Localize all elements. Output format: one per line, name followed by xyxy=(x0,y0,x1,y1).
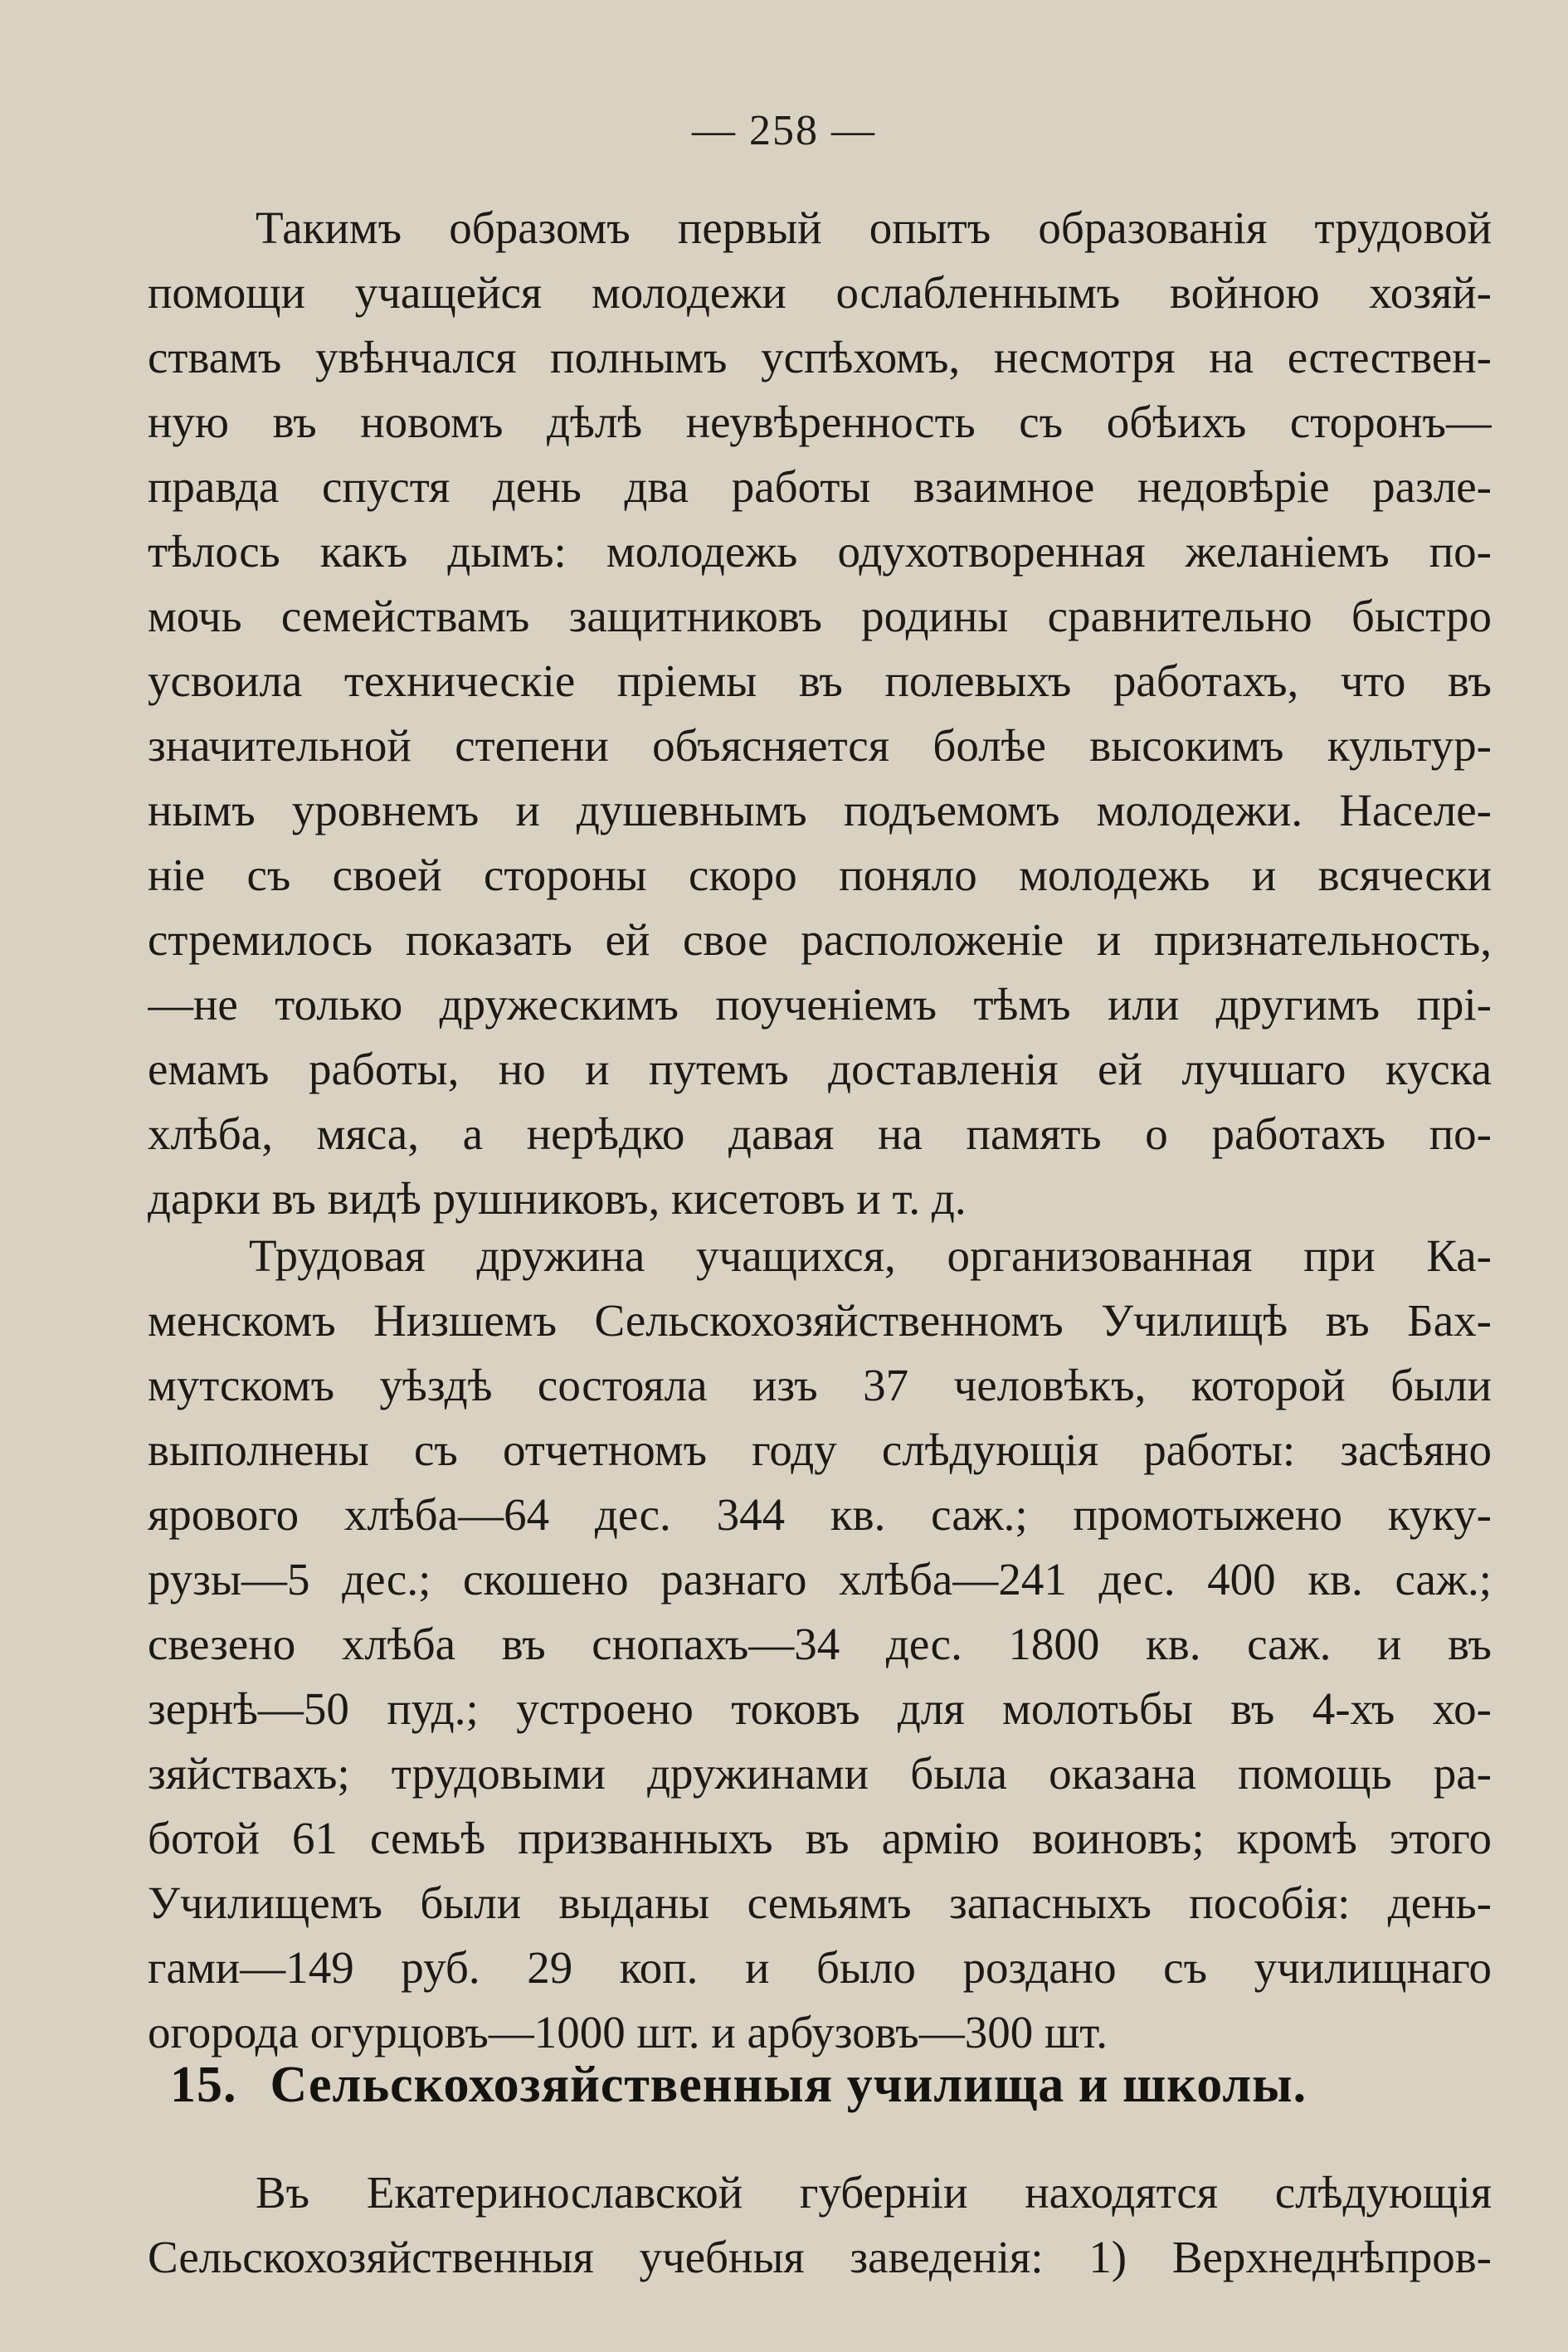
text-line: свезено хлѣба въ снопахъ—34 дес. 1800 кв. саж. и въ xyxy=(148,1619,1492,1669)
section-title: Сельскохозяйственныя училища и школы. xyxy=(270,2057,1307,2113)
text-line: Училищемъ были выданы семьямъ запасныхъ пособія: день- xyxy=(148,1877,1492,1928)
page-number: — 258 — xyxy=(692,107,876,154)
text-line: зернѣ—50 пуд.; устроено токовъ для молотьбы въ 4-хъ хо- xyxy=(148,1683,1492,1734)
text-line: ную въ новомъ дѣлѣ неувѣренность съ обѣихъ сторонъ— xyxy=(148,397,1492,447)
text-line: огорода огурцовъ—1000 шт. и арбузовъ—300 шт. xyxy=(148,2007,1108,2057)
paragraph-2 xyxy=(148,1224,1492,2065)
text-line: емамъ работы, но и путемъ доставленія ей лучшаго куска xyxy=(148,1044,1492,1094)
text-line: усвоила техническіе пріемы въ полевыхъ работахъ, что въ xyxy=(148,655,1492,706)
text-line: Трудовая дружина учащихся, организованная при Ка- xyxy=(249,1230,1492,1281)
text-line: ствамъ увѣнчался полнымъ успѣхомъ, несмотря на естествен- xyxy=(148,332,1492,382)
text-line: Сельскохозяйственныя учебныя заведенія: 1) Верхнеднѣпров- xyxy=(148,2232,1492,2282)
text-line: мутскомъ уѣздѣ состояла изъ 37 человѣкъ, которой были xyxy=(148,1360,1492,1410)
text-line: нымъ уровнемъ и душевнымъ подъемомъ молодежи. Населе- xyxy=(148,785,1492,835)
paragraph-1 xyxy=(148,196,1492,1231)
text-line: гами—149 руб. 29 коп. и было роздано съ училищнаго xyxy=(148,1942,1492,1993)
text-line: менскомъ Низшемъ Сельскохозяйственномъ Училищѣ въ Бах- xyxy=(148,1295,1492,1346)
text-line: мочь семействамъ защитниковъ родины сравнительно быстро xyxy=(148,591,1492,641)
text-line: тѣлось какъ дымъ: молодежь одухотворенная желаніемъ по- xyxy=(148,526,1492,577)
text-line: Такимъ образомъ первый опытъ образованія трудовой xyxy=(256,202,1492,253)
text-line: дарки въ видѣ рушниковъ, кисетовъ и т. д. xyxy=(148,1173,967,1224)
text-line: зяйствахъ; трудовыми дружинами была оказана помощь ра- xyxy=(148,1748,1492,1799)
text-line: стремилось показать ей свое расположеніе и признательность, xyxy=(148,914,1492,965)
text-line: правда спустя день два работы взаимное недовѣріе разле- xyxy=(148,461,1492,512)
text-line: хлѣба, мяса, а нерѣдко давая на память о работахъ по- xyxy=(148,1108,1492,1159)
text-line: ботой 61 семьѣ призванныхъ въ армію воиновъ; кромѣ этого xyxy=(148,1813,1492,1863)
text-line: выполнены съ отчетномъ году слѣдующія работы: засѣяно xyxy=(148,1424,1492,1475)
text-line: помощи учащейся молодежи ослабленнымъ войною хозяй- xyxy=(148,267,1492,318)
section-heading xyxy=(170,2056,1481,2115)
section-number: 15. xyxy=(170,2057,237,2113)
text-line: рузы—5 дес.; скошено разнаго хлѣба—241 дес. 400 кв. саж.; xyxy=(148,1554,1492,1605)
text-line: —не только дружескимъ поученіемъ тѣмъ или другимъ прі- xyxy=(148,979,1492,1030)
text-line: значительной степени объясняется болѣе высокимъ культур- xyxy=(148,720,1492,771)
paragraph-3 xyxy=(148,2160,1492,2290)
text-line: ніе съ своей стороны скоро поняло молодежь и всячески xyxy=(148,850,1492,900)
text-line: ярового хлѣба—64 дес. 344 кв. саж.; промотыжено куку- xyxy=(148,1489,1492,1540)
text-line: Въ Екатеринославской губерніи находятся слѣдующія xyxy=(256,2167,1492,2218)
